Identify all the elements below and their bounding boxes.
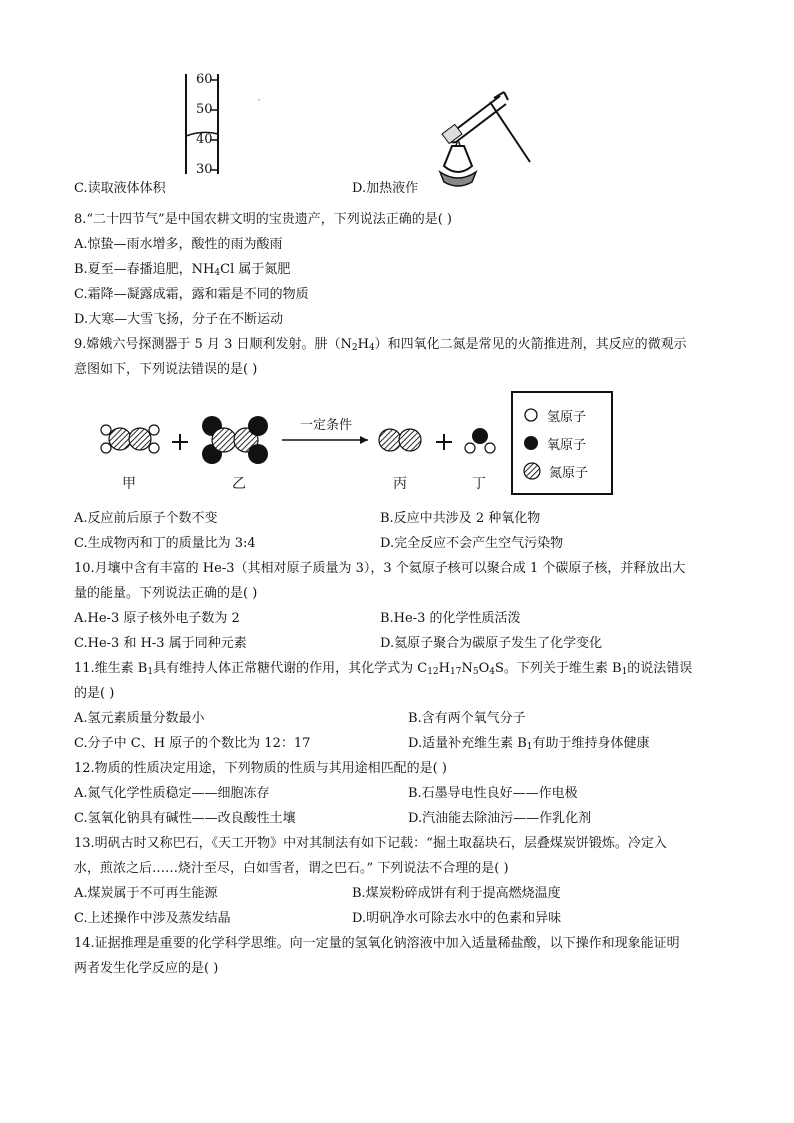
q13-option-a: A.煤炭属于不可再生能源 bbox=[74, 886, 218, 901]
reaction-microscopic-diagram bbox=[90, 392, 510, 496]
q11-stem-line1: 11.维生素 $B_1$具有维持人体正常糖代谢的作用，其化学式为 $C_{12}H_{17}N_5O_4S$。下列关于维生素 $B_1$的说法错误 bbox=[74, 661, 693, 677]
legend-nitrogen-label: 氮原子 bbox=[549, 465, 589, 481]
q11-stem-line2: 的是( ) bbox=[74, 686, 115, 701]
q10-stem-line2: 量的能量。下列说法正确的是( ) bbox=[74, 586, 258, 601]
cylinder-tick-40: 40 bbox=[196, 132, 213, 147]
q10-stem-line1: 10.月壤中含有丰富的 He-3（其相对原子质量为 3），3 个氦原子核可以聚合成 1 个碳原子核，并释放出大 bbox=[74, 561, 686, 576]
q9-option-d: D.完全反应不会产生空气污染物 bbox=[380, 536, 564, 551]
q12-option-b: B.石墨导电性良好——作电极 bbox=[408, 786, 578, 801]
q10-option-b: B.He-3 的化学性质活泼 bbox=[380, 611, 521, 626]
label-bing: 丙 bbox=[393, 476, 407, 492]
q7-option-d: D.加热液作 bbox=[352, 181, 419, 196]
molecule-ding bbox=[465, 428, 495, 453]
q9-stem-line1: 9.嫦娥六号探测器于 5 月 3 日顺利发射。肼$(N_2H_4)$和四氧化二氮是常见的火箭推进剂，其反应的微观示 bbox=[74, 337, 687, 353]
q8-option-a: A.惊蛰—雨水增多，酸性的雨为酸雨 bbox=[74, 237, 283, 252]
q11-option-d: D.适量补充维生素 $B_1$有助于维持身体健康 bbox=[408, 736, 650, 752]
legend-oxygen bbox=[523, 433, 586, 453]
q9-option-a: A.反应前后原子个数不变 bbox=[74, 511, 218, 526]
hydrogen-atom-icon bbox=[523, 407, 539, 423]
legend-oxygen-label: 氧原子 bbox=[547, 437, 587, 453]
q12-option-c: C.氢氧化钠具有碱性——改良酸性土壤 bbox=[74, 811, 296, 826]
cylinder-tick-30: 30 bbox=[196, 162, 213, 177]
q13-option-c: C.上述操作中涉及蒸发结晶 bbox=[74, 911, 231, 926]
q8-stem: 8.“二十四节气”是中国农耕文明的宝贵遗产，下列说法正确的是( ) bbox=[74, 212, 452, 227]
legend-hydrogen-label: 氢原子 bbox=[547, 409, 587, 425]
q12-option-a: A.氮气化学性质稳定——细胞冻存 bbox=[74, 786, 270, 801]
q10-option-c: C.He-3 和 H-3 属于同种元素 bbox=[74, 636, 247, 651]
molecule-bing bbox=[379, 429, 421, 451]
q8-option-c: C.霜降—凝露成霜，露和霜是不同的物质 bbox=[74, 287, 309, 302]
nitrogen-atom-icon bbox=[523, 462, 541, 480]
q9-stem-line2: 意图如下，下列说法错误的是( ) bbox=[74, 362, 258, 377]
q13-stem-line2: 水，煎浓之后……烧汁至尽，白如雪者，谓之巴石。” 下列说法不合理的是( ) bbox=[74, 861, 509, 876]
label-yi: 乙 bbox=[232, 476, 246, 492]
graduated-cylinder-figure bbox=[180, 70, 260, 184]
q9-option-b: B.反应中共涉及 2 种氧化物 bbox=[380, 511, 541, 526]
q13-stem-line1: 13.明矾古时又称巴石，《天工开物》中对其制法有如下记载：“掘土取磊块石，层叠煤炭饼锻炼。冷定入 bbox=[74, 836, 667, 851]
heating-test-tube-figure bbox=[430, 86, 540, 195]
q11-option-a: A.氢元素质量分数最小 bbox=[74, 711, 205, 726]
q10-option-a: A.He-3 原子核外电子数为 2 bbox=[74, 611, 240, 626]
molecule-yi bbox=[202, 416, 268, 464]
label-ding: 丁 bbox=[472, 476, 486, 492]
q8-option-d: D.大寒—大雪飞扬，分子在不断运动 bbox=[74, 312, 284, 327]
q8-option-b: B.夏至—春播追肥，$NH_4Cl$ 属于氮肥 bbox=[74, 262, 291, 278]
q14-stem-line2: 两者发生化学反应的是( ) bbox=[74, 961, 219, 976]
q12-option-d: D.汽油能去除油污——作乳化剂 bbox=[408, 811, 592, 826]
q14-stem-line1: 14.证据推理是重要的化学科学思维。向一定量的氢氧化钠溶液中加入适量稀盐酸，以下操作和现象能证明 bbox=[74, 936, 680, 951]
q11-option-c: C.分子中 C、H 原子的个数比为 12：17 bbox=[74, 736, 311, 751]
q10-option-d: D.氦原子聚合为碳原子发生了化学变化 bbox=[380, 636, 603, 651]
oxygen-atom-icon bbox=[523, 435, 539, 451]
q13-option-d: D.明矾净水可除去水中的色素和异味 bbox=[352, 911, 562, 926]
q13-option-b: B.煤炭粉碎成饼有利于提高燃烧温度 bbox=[352, 886, 561, 901]
arrow-condition-label: 一定条件 bbox=[300, 418, 353, 433]
q9-option-c: C.生成物丙和丁的质量比为 3:4 bbox=[74, 536, 256, 551]
q12-stem: 12.物质的性质决定用途，下列物质的性质与其用途相匹配的是( ) bbox=[74, 761, 447, 776]
molecule-jia bbox=[101, 425, 159, 453]
q11-option-b: B.含有两个氧气分子 bbox=[408, 711, 526, 726]
cylinder-tick-50: 50 bbox=[196, 102, 213, 117]
atom-legend bbox=[511, 391, 613, 495]
legend-nitrogen bbox=[523, 461, 588, 481]
legend-hydrogen bbox=[523, 405, 586, 425]
label-jia: 甲 bbox=[122, 476, 136, 492]
q7-option-c: C.读取液体体积 bbox=[74, 181, 166, 196]
cylinder-tick-60: 60 bbox=[196, 72, 213, 87]
